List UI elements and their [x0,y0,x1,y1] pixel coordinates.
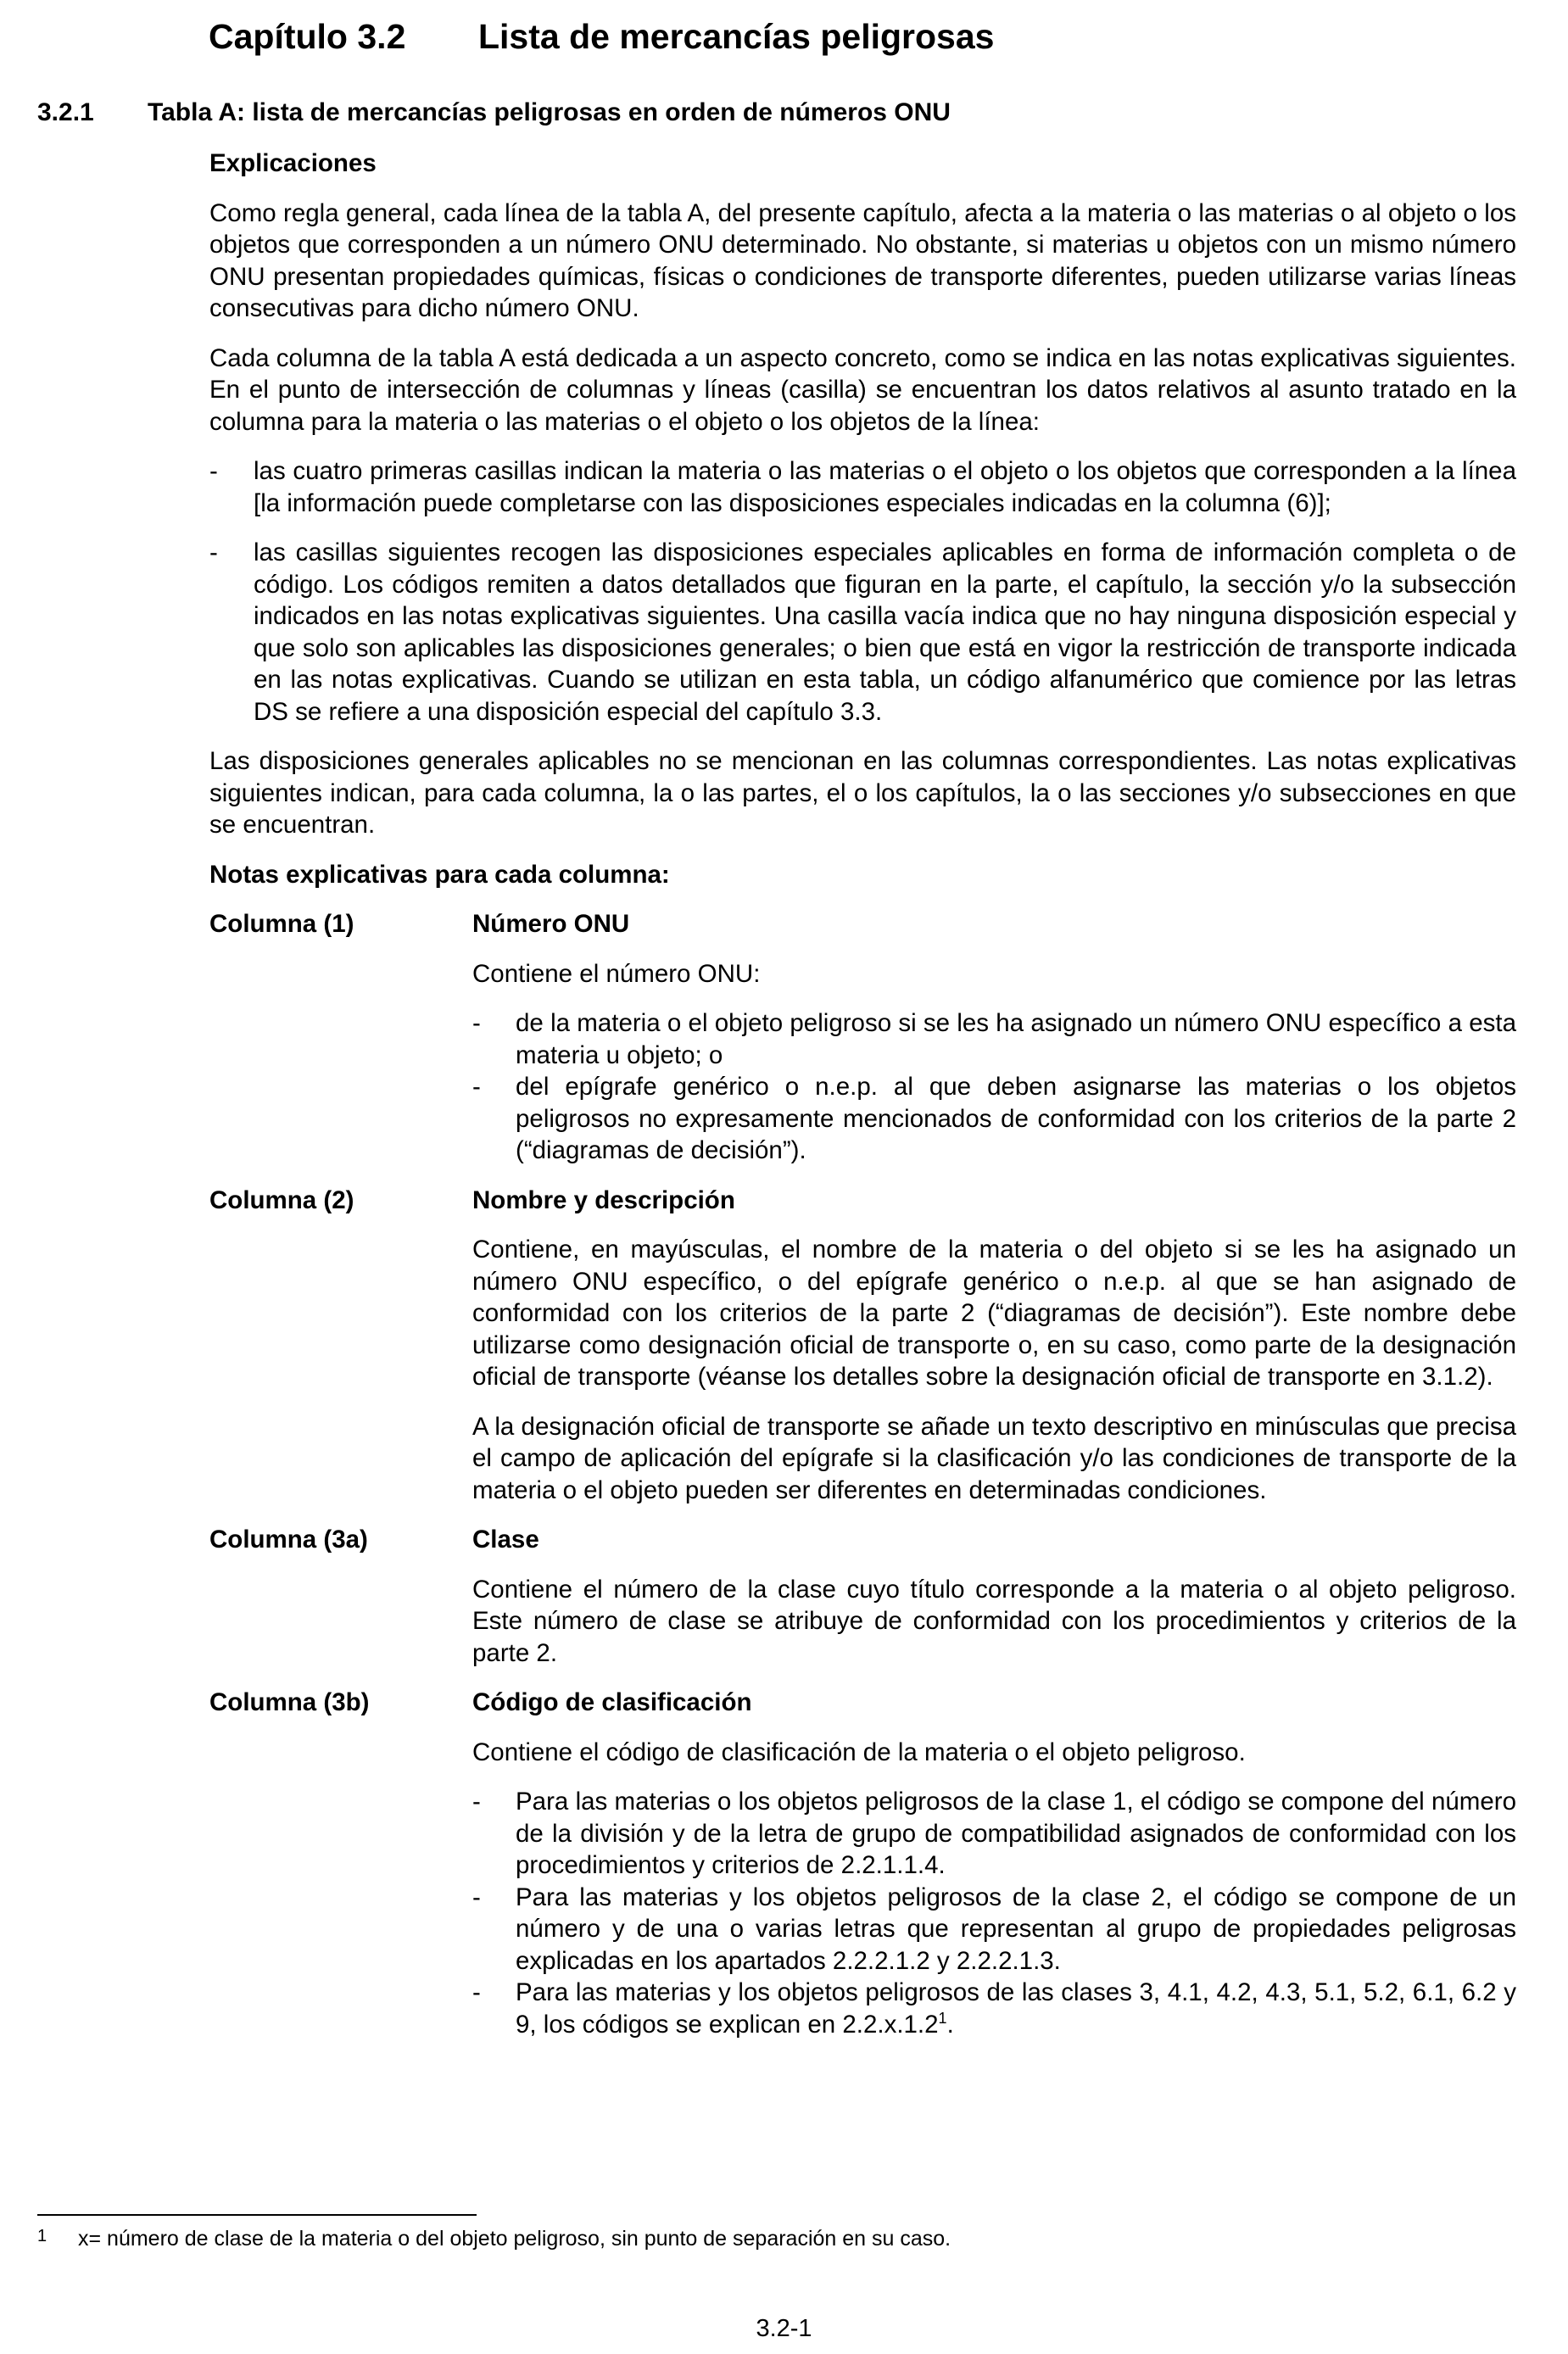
footnote-text: x= número de clase de la materia o del objeto peligroso, sin punto de separación en su caso. [78,2227,951,2251]
list-item-text: Para las materias y los objetos peligrosos de la clase 2, el código se compone de un número y de una o varias letras que representan al grupo de propiedades peligrosas explicadas en los apartados 2.2.2.1.2 y 2.2.2.1.3. [516,1883,1516,1975]
column-body [472,908,1516,1185]
notas-heading: Notas explicativas para cada columna: [209,860,670,889]
body-content [209,148,1516,2058]
footnote-reference: 1 [938,2009,947,2027]
paragraph: Contiene el número ONU: [472,959,761,988]
chapter-number: Capítulo 3.2 [209,17,406,56]
column-note [209,1687,1516,2058]
dash-marker: - [472,1978,481,2006]
dash-marker: - [472,1788,481,1816]
list-item [472,1786,1516,1882]
column-title: Número ONU [472,910,630,938]
column-label: Columna (3b) [209,1688,370,1716]
column-title: Código de clasificación [472,1688,752,1716]
footnote [37,2227,951,2251]
list-item [472,1977,1516,2040]
column-label: Columna (3a) [209,1526,368,1554]
dash-marker: - [209,538,218,566]
footnote-mark: 1 [37,2227,47,2245]
list-item [209,537,1516,728]
section-number: 3.2.1 [37,98,94,126]
column-body [472,1687,1516,2058]
column-note [209,908,1516,1185]
section-title: Tabla A: lista de mercancías peligrosas en orden de números ONU [148,98,951,126]
list-item [472,1071,1516,1167]
paragraph: Como regla general, cada línea de la tabla A, del presente capítulo, afecta a la materia o las materias o al objeto o los objetos que corresponden a un número ONU determinado. No obstante, si materias u objetos con un mismo número ONU presentan propiedades químicas, físicas o condiciones de transporte diferentes, pueden utilizarse varias líneas consecutivas para dicho número ONU. [209,198,1516,322]
chapter-title [209,17,994,57]
column-note [209,1524,1516,1687]
explicaciones-heading: Explicaciones [209,149,377,177]
footnote-divider [37,2214,477,2216]
list-item-end: . [946,2010,954,2039]
list-item-text: Para las materias o los objetos peligrosos de la clase 1, el código se compone del número de la división y de la letra de grupo de compatibilidad asignados de conformidad con los procedimientos y criterios de 2.2.1.1.4. [516,1788,1516,1879]
paragraph: Cada columna de la tabla A está dedicada a un aspecto concreto, como se indica en las notas explicativas siguientes. En el punto de intersección de columnas y líneas (casilla) se encuentran los datos relativos al asunto tratado en la columna para la materia o las materias o el objeto o los objetos de la línea: [209,343,1516,436]
paragraph: Contiene, en mayúsculas, el nombre de la materia o del objeto si se les ha asignado un número ONU específico, o del epígrafe genérico o n.e.p. al que se han asignado de conformidad con los criterios de la parte 2 (“diagramas de decisión”). Este nombre debe utilizarse como designación oficial de transporte o, en su caso, como parte de la designación oficial de transporte (véanse los detalles sobre la designación oficial de transporte en 3.1.2). [472,1236,1516,1391]
list-item [472,1882,1516,1977]
paragraph: Contiene el código de clasificación de la materia o el objeto peligroso. [472,1738,1246,1766]
column-label: Columna (2) [209,1185,354,1214]
list-item [472,1007,1516,1071]
list-item-text: las cuatro primeras casillas indican la materia o las materias o el objeto o los objetos que corresponden a la línea [la información puede completarse con las disposiciones especiales indicadas en la columna (6)]; [254,457,1516,517]
page-number: 3.2-1 [756,2315,812,2342]
column-title: Nombre y descripción [472,1185,735,1214]
column-body [472,1185,1516,1525]
column-title: Clase [472,1526,539,1554]
column-note [209,1185,1516,1525]
paragraph: A la designación oficial de transporte se añade un texto descriptivo en minúsculas que precisa el campo de aplicación del epígrafe si la clasificación y/o las condiciones de transporte de la materia o el objeto pueden ser diferentes en determinadas condiciones. [472,1412,1516,1504]
chapter-name: Lista de mercancías peligrosas [478,17,995,56]
bullet-list [472,1786,1516,2040]
column-body [472,1524,1516,1687]
paragraph: Contiene el número de la clase cuyo título corresponde a la materia o al objeto peligroso. Este número de clase se atribuye de conformidad con los procedimientos y criterios de la parte 2. [472,1575,1516,1667]
list-item [209,455,1516,519]
bullet-list [209,455,1516,728]
bullet-list [472,1007,1516,1167]
dash-marker: - [209,457,218,485]
list-item-text: las casillas siguientes recogen las disposiciones especiales aplicables en forma de información completa o de código. Los códigos remiten a datos detallados que figuran en la parte, el capítulo, la sección y/o la subsección indicados en las notas explicativas siguientes. Una casilla vacía indica que no hay ninguna disposición especial y que solo son aplicables las disposiciones generales; o bien que está en vigor la restricción de transporte indicada en las notas explicativas. Cuando se utilizan en esta tabla, un código alfanumérico que comience por las letras DS se refiere a una disposición especial del capítulo 3.3. [254,538,1516,726]
dash-marker: - [472,1073,481,1101]
list-item-text: de la materia o el objeto peligroso si se les ha asignado un número ONU específico a esta materia u objeto; o [516,1009,1516,1069]
dash-marker: - [472,1883,481,1911]
section-heading [37,98,951,127]
dash-marker: - [472,1009,481,1037]
paragraph: Las disposiciones generales aplicables no se mencionan en las columnas correspondientes. Las notas explicativas siguientes indican, para cada columna, la o las partes, el o los capítulos, la o las secciones y/o subsecciones en que se encuentran. [209,747,1516,839]
list-item-text: Para las materias y los objetos peligrosos de las clases 3, 4.1, 4.2, 4.3, 5.1, 5.2, 6.1, 6.2 y 9, los códigos se explican en 2.2.x.1.2 [516,1978,1516,2039]
column-label: Columna (1) [209,910,354,938]
list-item-text: del epígrafe genérico o n.e.p. al que deben asignarse las materias o los objetos peligrosos no expresamente mencionados de conformidad con los criterios de la parte 2 (“diagramas de decisión”). [516,1073,1516,1164]
